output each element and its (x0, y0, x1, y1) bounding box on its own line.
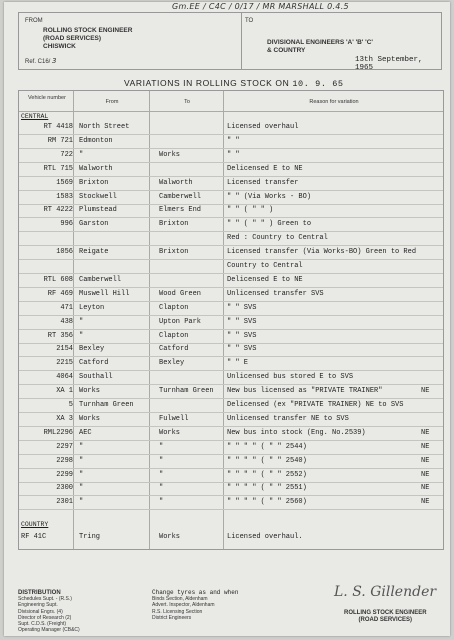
row-rule (19, 398, 443, 399)
section-country: COUNTRY (21, 521, 49, 528)
col-header-reason: Reason for variation (309, 99, 359, 105)
from-garage: Camberwell (79, 275, 122, 284)
to-garage: Camberwell (159, 192, 202, 201)
from-garage: Brixton (79, 178, 109, 187)
signature-title (344, 610, 427, 624)
reason: " " SVS (227, 331, 257, 340)
from-garage: Works (79, 387, 101, 396)
distribution-line: Advert. Inspector, Aldenham (152, 602, 215, 609)
from-garage: " (79, 498, 84, 507)
reason: " " (Via Works - BO) (227, 192, 312, 201)
to-garage: Works (159, 150, 181, 159)
reason: Licensed transfer (Via Works-BO) Green to Red (227, 248, 417, 257)
row-rule (19, 343, 443, 344)
to-garage: Fulwell (159, 414, 189, 423)
status-code: NE (421, 498, 430, 507)
reason: Red : Country to Central (227, 234, 328, 243)
reason: " " " " ( " " 2552) (227, 470, 307, 479)
from-garage: Garston (79, 220, 109, 229)
reason: Licensed overhaul (227, 123, 299, 131)
reason: Delicensed (ex "PRIVATE TRAINER) NE to SVS (227, 401, 404, 409)
reason: " " " " ( " " 2540) (227, 456, 307, 465)
row-rule (19, 231, 443, 232)
to-garage: Brixton (159, 248, 189, 257)
row-rule (19, 287, 443, 288)
header-divider (241, 13, 242, 69)
distribution-list (18, 590, 80, 633)
distribution-list-2 (152, 590, 238, 621)
reason: Delicensed E to NE (227, 275, 303, 284)
distribution-line: Supt. C.D.S. (Freight) (18, 621, 67, 628)
title-text: VARIATIONS IN ROLLING STOCK ON (124, 78, 290, 88)
reason: " " " " ( " " 2551) (227, 484, 307, 493)
from-garage: Edmonton (79, 136, 113, 145)
vehicle-number: RT 4418 (43, 123, 73, 131)
row-rule (19, 190, 443, 191)
vehicle-number: XA 1 (56, 387, 73, 396)
from-garage: Works (79, 414, 101, 423)
vehicle-number: 2215 (56, 359, 73, 368)
vehicle-number: RM 721 (47, 136, 73, 145)
row-rule (19, 426, 443, 427)
memo-header (18, 12, 442, 70)
status-code: NE (421, 428, 430, 437)
row-rule (19, 370, 443, 371)
vehicle-number: 722 (60, 150, 73, 159)
reason: New bus into stock (Eng. No.2539) (227, 428, 366, 437)
distribution-line: Engineering Supt. (18, 602, 58, 609)
reason: New bus licensed as "PRIVATE TRAINER" (227, 387, 383, 396)
header-rule (19, 111, 443, 112)
from-garage: Stockwell (79, 192, 117, 201)
reason: Delicensed E to NE (227, 164, 303, 173)
vehicle-number: 2298 (56, 456, 73, 465)
to-garage: " (159, 498, 164, 507)
vehicle-number: 2299 (56, 470, 73, 479)
reason: " " E (227, 359, 249, 368)
from-garage: AEC (79, 428, 92, 437)
distribution-line: Binds Section, Aldenham (152, 596, 208, 603)
to-line-1: DIVISIONAL ENGINEERS 'A' 'B' 'C' (267, 39, 373, 46)
from-garage: " (79, 442, 84, 451)
vehicle-number: RTL 715 (43, 164, 73, 173)
vehicle-number: RTL 608 (43, 275, 73, 284)
reason: " " SVS (227, 345, 257, 354)
reason: " " SVS (227, 303, 257, 312)
vehicle-number: RF 469 (47, 289, 73, 298)
from-garage: Turnham Green (79, 401, 134, 409)
ref-label: Ref. C16/ (25, 59, 51, 65)
row-rule (19, 495, 443, 496)
row-rule (19, 245, 443, 246)
to-garage: " (159, 456, 164, 465)
table-row (19, 532, 443, 545)
from-garage: Catford (79, 359, 109, 368)
from-garage: " (79, 331, 84, 340)
reason: " " ( " " ) Green to (227, 220, 312, 229)
row-rule (19, 412, 443, 413)
row-rule (19, 148, 443, 149)
memo-footer (4, 582, 450, 636)
reason: " " ( " " ) (227, 206, 274, 215)
to-garage: " (159, 470, 164, 479)
row-rule (19, 176, 443, 177)
from-line-3: CHISWICK (43, 43, 76, 50)
vehicle-number: 2297 (56, 442, 73, 451)
from-garage: Southall (79, 373, 113, 382)
reason: " " (227, 150, 240, 159)
from-line-1: ROLLING STOCK ENGINEER (43, 27, 133, 34)
vehicle-number: 2154 (56, 345, 73, 354)
reason: Licensed overhaul. (227, 533, 303, 541)
reason: " " SVS (227, 317, 257, 326)
distribution-line: R.S. Licensing Section (152, 608, 203, 615)
reason: Country to Central (227, 262, 303, 270)
row-rule (19, 204, 443, 205)
from-garage: Leyton (79, 303, 105, 312)
row-rule (19, 301, 443, 302)
vehicle-number: 2301 (56, 498, 73, 507)
reason: Unlicensed transfer NE to SVS (227, 414, 349, 423)
to-garage: Turnham Green (159, 387, 214, 396)
col-header-to: To (184, 99, 190, 105)
document-title (124, 78, 344, 89)
status-code: NE (421, 442, 430, 451)
vehicle-number: 2300 (56, 484, 73, 493)
distribution-title: DISTRIBUTION (18, 590, 61, 596)
status-code: NE (421, 456, 430, 465)
row-rule (19, 482, 443, 483)
row-rule (19, 162, 443, 163)
to-garage: Clapton (159, 303, 189, 312)
row-rule (19, 329, 443, 330)
signature-title-line: ROLLING STOCK ENGINEER (344, 610, 427, 616)
vehicle-number: 471 (60, 303, 73, 312)
status-code: NE (421, 484, 430, 493)
reason: Unlicensed bus stored E to SVS (227, 373, 354, 382)
from-garage: Walworth (79, 164, 113, 173)
vehicle-number: RML2296 (43, 428, 73, 437)
from-garage: " (79, 317, 84, 326)
variations-table (18, 90, 444, 550)
from-garage: " (79, 484, 84, 493)
from-garage: Plumstead (79, 206, 117, 215)
title-date: 10. 9. 65 (292, 79, 344, 89)
from-garage: Reigate (79, 248, 109, 257)
signature-title-line: (ROAD SERVICES) (358, 617, 413, 623)
to-label: TO (245, 18, 254, 24)
from-garage: " (79, 456, 84, 465)
col-header-from: From (105, 99, 119, 105)
vehicle-number: 1569 (56, 178, 73, 187)
from-garage: " (79, 150, 84, 159)
row-rule (19, 217, 443, 218)
to-garage: Clapton (159, 331, 189, 340)
col-header-vehicle: Vehicle number (28, 95, 66, 101)
to-garage: Works (159, 533, 181, 541)
vehicle-number: RF 41C (21, 533, 47, 541)
status-code: NE (421, 470, 430, 479)
row-rule (19, 384, 443, 385)
signature: L. S. Gillender (334, 584, 437, 600)
row-rule (19, 259, 443, 260)
row-rule (19, 273, 443, 274)
from-line-2: (ROAD SERVICES) (43, 35, 102, 42)
to-garage: Walworth (159, 178, 193, 187)
to-garage: Brixton (159, 220, 189, 229)
vehicle-number: RT 356 (47, 331, 73, 340)
to-line-2: & COUNTRY (267, 47, 306, 54)
distribution-line: Operating Manager (CB&C) (18, 627, 80, 634)
document-sheet (4, 2, 450, 636)
from-garage: " (79, 470, 84, 479)
reason: " " " " ( " " 2544) (227, 442, 307, 451)
to-garage: " (159, 484, 164, 493)
row-rule (19, 356, 443, 357)
row-rule (19, 509, 443, 510)
reason: " " " " ( " " 2560) (227, 498, 307, 507)
reason: " " (227, 136, 240, 145)
distribution-line: District Engineers (152, 614, 192, 621)
from-garage: Muswell Hill (79, 289, 130, 298)
vehicle-number: 996 (60, 220, 73, 229)
distribution-line: Director of Research (2) (18, 614, 72, 621)
row-rule (19, 454, 443, 455)
vehicle-number: 1583 (56, 192, 73, 201)
handwritten-note: Gm.EE / C4C / 0/17 / MR MARSHALL 0.4.5 (172, 2, 349, 11)
vehicle-number: 5 (68, 401, 73, 409)
reason: Licensed transfer (227, 178, 299, 187)
vehicle-number: 438 (60, 317, 73, 326)
reference (25, 57, 57, 65)
row-rule (19, 134, 443, 135)
vehicle-number: 4064 (56, 373, 73, 382)
row-rule (19, 468, 443, 469)
from-garage: Tring (79, 533, 101, 541)
from-label: FROM (25, 18, 43, 24)
to-garage: Wood Green (159, 289, 202, 298)
section-central: CENTRAL (21, 113, 49, 120)
to-garage: Elmers End (159, 206, 202, 215)
distribution-line: Divisional Engrs. (4) (18, 608, 63, 615)
reason: Unlicensed transfer SVS (227, 289, 324, 298)
to-garage: Catford (159, 345, 189, 354)
to-garage: " (159, 442, 164, 451)
from-garage: North Street (79, 123, 130, 131)
distribution-line: Schedules Supt. - (R.S.) (18, 596, 72, 603)
vehicle-number: 1056 (56, 248, 73, 257)
status-code: NE (421, 387, 430, 396)
vehicle-number: RT 4222 (43, 206, 73, 215)
from-garage: Bexley (79, 345, 105, 354)
to-garage: Upton Park (159, 317, 202, 326)
row-rule (19, 440, 443, 441)
vehicle-number: XA 3 (56, 414, 73, 423)
to-garage: Works (159, 428, 181, 437)
changes-note: Change tyres as and when (152, 589, 239, 596)
memo-date: 13th September, 1965 (355, 56, 423, 72)
row-rule (19, 315, 443, 316)
to-garage: Bexley (159, 359, 185, 368)
ref-value: 3 (52, 57, 57, 65)
